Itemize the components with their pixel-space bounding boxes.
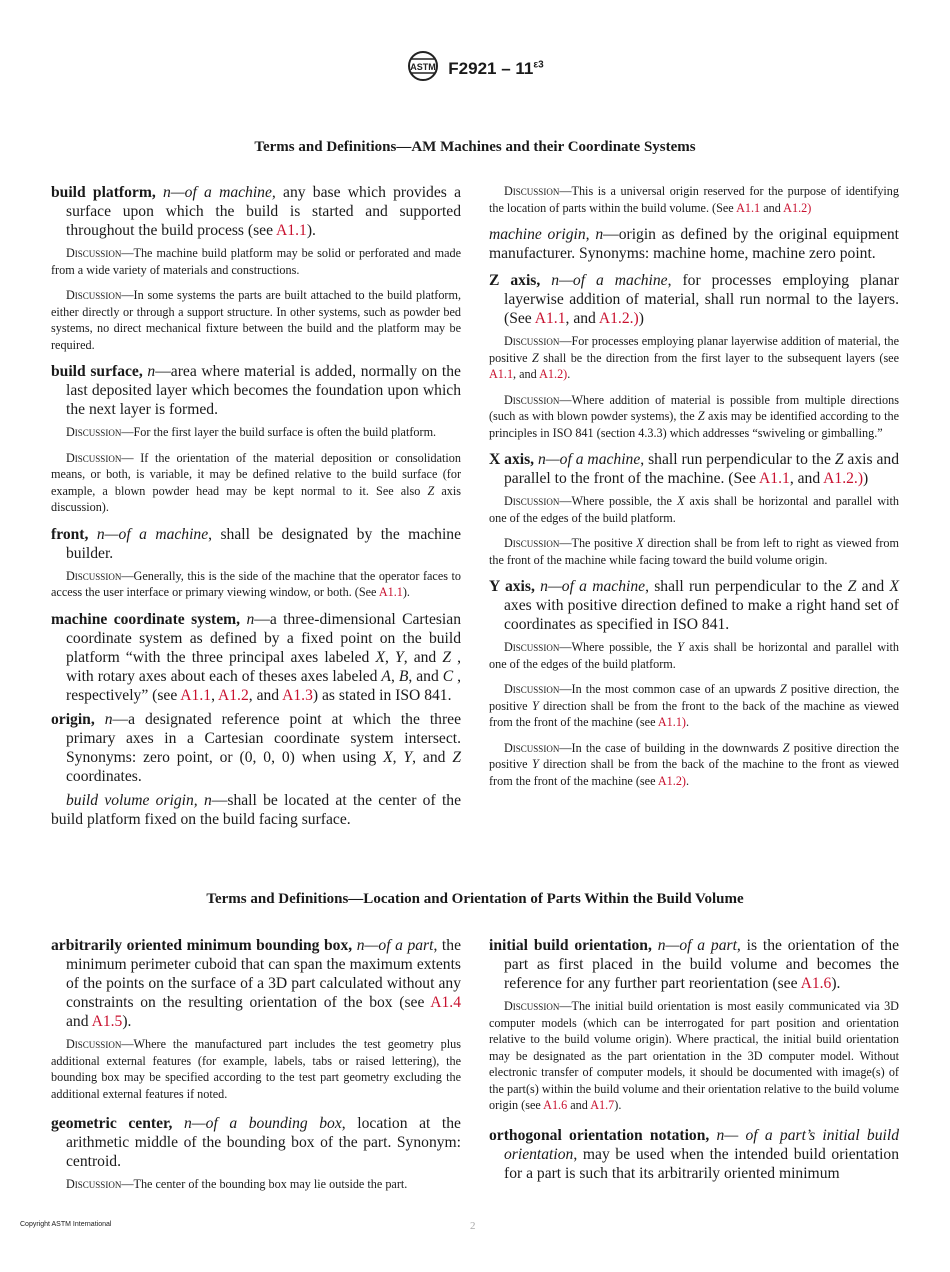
ref-a1-1-link[interactable]: A1.1 (759, 470, 790, 487)
ref-a1-5-link[interactable]: A1.5 (91, 1013, 123, 1030)
ref-a1-2-link[interactable]: A1.2 (218, 686, 249, 704)
ref-a1-1-link[interactable]: A1.1 (534, 310, 566, 327)
ref-a1-1-link[interactable]: A1.1 (489, 367, 514, 381)
term-build-platform: build platform, n—of a machine, any base which provides a surface upon which the build is started and supported throughout the build process (see A1.1). (51, 184, 461, 239)
astm-logo-icon (406, 50, 440, 87)
term-initial-build-orientation: initial build orientation, n—of a part, is the orientation of the part as first placed in the build volume and becomes the reference for any further part reorientation (see A1.6). (489, 937, 899, 992)
document-designation: $F2921 - 11^{\varepsilon 3}$ (448, 58, 544, 78)
svg-text:ASTM: ASTM (410, 62, 437, 72)
ref-a1-1-link[interactable]: A1.1 (276, 222, 307, 239)
discussion: Discussion—In the most common case of an upwards Z positive direction, the positive Y direction shall be from the front to the back of the machine as viewed from the front of the machine (see A1.1). (489, 682, 900, 729)
discussion: Discussion—The center of the bounding box may lie outside the part. (66, 1177, 408, 1191)
section-title-part-location: Terms and Definitions—Location and Orientation of Parts Within the Build Volume (206, 891, 744, 907)
page-number: 2 (470, 1220, 476, 1232)
term-x-axis: X axis, n—of a machine, shall run perpendicular to the Z axis and parallel to the front of the machine. (See A1.1, and A1.2.)) (489, 451, 899, 487)
discussion: Discussion—The positive X direction shall be from left to right as viewed from the front of the machine while facing toward the build volume origin. (489, 536, 899, 567)
discussion: Discussion—Where the manufactured part includes the test geometry plus additional external features (for example, labels, tabs or raised lettering), the bounding box may be specified according to the test part geometry excluding the additional external features if noted. (51, 1037, 461, 1101)
discussion: Discussion—In the case of building in the downwards Z positive direction the positive Y direction shall be from the back of the machine to the front as viewed from the front of the machine (see A1.2). (489, 740, 900, 788)
ref-a1-4-link[interactable]: A1.4 (430, 994, 461, 1011)
discussion: Discussion—In some systems the parts are built attached to the build platform, either directly or through a support structure. In other systems, such as powder bed systems, no direct mechanical fixture between the build and the platform may be required. (51, 288, 461, 352)
ref-a1-7-link[interactable]: A1.7 (590, 1098, 615, 1112)
ref-a1-6-link[interactable]: A1.6 (543, 1098, 568, 1112)
discussion: Discussion—Where possible, the Y axis shall be horizontal and parallel with one of the edges of the build platform. (489, 640, 899, 671)
right-column-section2 (489, 936, 899, 1188)
term-front: front, n—of a machine, shall be designated by the machine builder. (51, 525, 462, 562)
term-machine-origin: machine origin, n—origin as defined by the original equipment manufacturer. Synonyms: machine home, machine zero point. (489, 226, 900, 262)
ref-a1-2-link[interactable]: A1.2) (657, 773, 686, 788)
ref-a1-1-link[interactable]: A1.1 (378, 585, 403, 599)
ref-a1-2-link[interactable]: A1.2) (539, 367, 568, 381)
term-geometric-center: geometric center, n—of a bounding box, location at the arithmetic middle of the bounding box of the part. Synonym: centroid. (51, 1115, 461, 1170)
ref-a1-1-link[interactable]: A1.1) (657, 715, 686, 729)
discussion: Discussion—Where possible, the X axis shall be horizontal and parallel with one of the edges of the build platform. (489, 494, 899, 525)
discussion: Discussion—The machine build platform may be solid or perforated and made from a wide variety of materials and constructions. (51, 246, 461, 277)
ref-a1-2-link[interactable]: A1.2.) (823, 470, 864, 487)
term-arbitrarily-oriented-minimum-bounding-box: arbitrarily oriented minimum bounding box, n—of a part, the minimum perimeter cuboid that can span the maximum extents of the points on the surface of a 3D part calculated without any constraints on the resulting orientation of the box (see A1.4 and A1.5). (51, 937, 461, 1030)
term-build-volume-origin: build volume origin, n—shall be located at the center of the build platform fixed on the build facing surface. (51, 791, 461, 828)
term-y-axis: Y axis, n—of a machine, shall run perpendicular to the Z and X axes with positive direction defined to make a right hand set of coordinates as specified in ISO 841. (489, 578, 899, 633)
ref-a1-2-link[interactable]: A1.2) (783, 200, 812, 215)
discussion: Discussion—For processes employing planar layerwise addition of material, the positive Z shall be the direction from the first layer to the subsequent layers (see A1.1, and A1.2). (489, 334, 900, 381)
ref-a1-6-link[interactable]: A1.6 (800, 975, 832, 992)
term-z-axis: Z axis, n—of a machine, for processes employing planar layerwise addition of material, shall run normal to the layers. (See A1.1, and A1.2.)) (489, 272, 899, 327)
section-title-coordinate-systems: Terms and Definitions—AM Machines and their Coordinate Systems (254, 139, 696, 155)
discussion: Discussion—Where addition of material is possible from multiple directions (such as with blown powder systems), the Z axis may be identified according to the principles in ISO 841 (section 4.3.3) which addresses “swiveling or gimballing.” (489, 392, 899, 440)
discussion: Discussion—This is a universal origin reserved for the purpose of identifying the location of parts within the build volume. (See A1.1 and A1.2) (489, 184, 899, 215)
ref-a1-3-link[interactable]: A1.3 (282, 686, 313, 704)
ref-a1-1-link[interactable]: A1.1 (180, 686, 212, 704)
left-column-section1 (51, 183, 461, 834)
term-machine-coordinate-system: machine coordinate system, n—a three-dimensional Cartesian coordinate system as defined by a fixed point on the build platform “with the three principal axes labeled X, Y, and Z , with rotary axes about each of theses axes labeled A, B, and C , respectively” (see A1.1, A1.2, and A1.3) as stated in ISO 841. (51, 610, 462, 704)
copyright-footer: Copyright ASTM International (20, 1221, 112, 1228)
discussion: Discussion—Generally, this is the side of the machine that the operator faces to access the user interface or primary viewing window, or both. (See A1.1). (51, 568, 461, 599)
discussion: Discussion— If the orientation of the material deposition or consolidation means, or both, is variable, it may be defined relative to the build surface (for example, a blown powder head may be kept normal to it. See also Z axis discussion). (51, 450, 461, 514)
term-origin: origin, n—a designated reference point at which the three primary axes in a Cartesian coordinate system intersect. Synonyms: zero point, or (0, 0, 0) when using X, Y, and Z coordinates. (51, 710, 462, 785)
discussion: Discussion—The initial build orientation is most easily communicated via 3D computer models (which can be interrogated for part position and orientation relative to the build volume origin). Where practical, the initial build orientation may be designated as the part orientation in the 3D computer model. Without electronic transfer of computer models, it should be documented with image(s) of the part(s) within the build volume and their orientation relative to the build volume origin (see A1.6 and A1.7). (489, 999, 899, 1112)
right-column-section1 (489, 183, 899, 798)
term-build-surface: build surface, n—area where material is added, normally on the last deposited layer which becomes the foundation upon which the next layer is formed. (51, 363, 461, 418)
discussion: Discussion—For the first layer the build surface is often the build platform. (66, 425, 437, 439)
document-header (0, 50, 950, 87)
left-column-section2 (51, 936, 461, 1202)
term-orthogonal-orientation-notation: orthogonal orientation notation, n— of a part’s initial build orientation, may be used when the intended build orientation for a part is such that its arbitrarily oriented minimum (489, 1126, 899, 1182)
ref-a1-1-link[interactable]: A1.1 (736, 200, 761, 215)
ref-a1-2-link[interactable]: A1.2.) (598, 310, 639, 327)
